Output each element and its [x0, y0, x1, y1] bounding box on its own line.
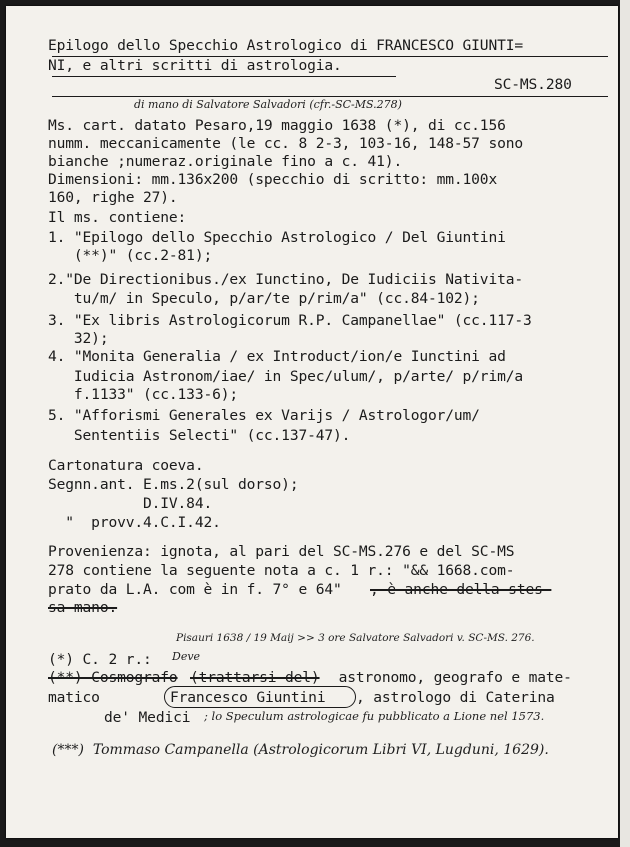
body-line: 278 contiene la seguente nota a c. 1 r.: "&& 1668.com- [48, 562, 515, 579]
footnote-2-astronomo: astronomo, geografo e mate- [330, 669, 572, 686]
body-line: 1. "Epilogo dello Specchio Astrologico / Del Giuntini [48, 229, 506, 246]
body-line: 4. "Monita Generalia / ex Introduct/ion/e Iunctini ad [48, 348, 506, 365]
body-line: Sententiis Selecti" (cc.137-47). [48, 427, 351, 444]
body-line: (**)" (cc.2-81); [48, 247, 213, 264]
title-line-2: NI, e altri scritti di astrologia. [48, 57, 342, 74]
body-line: 2."De Directionibus./ex Iunctino, De Iudiciis Nativita- [48, 271, 523, 288]
body-line: 32); [48, 330, 109, 347]
body-line: tu/m/ in Speculo, p/ar/te p/rim/a" (cc.84-102); [48, 290, 480, 307]
body-line: Dimensioni: mm.136x200 (specchio di scritto: mm.100x [48, 171, 498, 188]
body-line: D.IV.84. [48, 495, 213, 512]
body-line: 160, righe 27). [48, 189, 178, 206]
body-line: prato da L.A. com è in f. 7° e 64" [48, 581, 342, 598]
footnote-2-name: Francesco Giuntini [170, 689, 326, 706]
handwritten-lo-specchio: ; lo Speculum astrologicae fu pubblicato a Lione nel 1573. [204, 709, 545, 723]
title-underline-2 [52, 76, 396, 77]
body-line: Ms. cart. datato Pesaro,19 maggio 1638 (*), di cc.156 [48, 117, 506, 134]
body-line: 3. "Ex libris Astrologicorum R.P. Campanellae" (cc.117-3 [48, 312, 532, 329]
footnote-2-matico: matico [48, 689, 100, 706]
footnote-2-medici: de' Medici [104, 709, 191, 726]
handwritten-deve: Deve [172, 650, 201, 663]
struck-text: sa mano. [48, 599, 118, 616]
body-line: Segnn.ant. E.ms.2(sul dorso); [48, 476, 299, 493]
body-line: Iudicia Astronom/iae/ in Spec/ulum/, p/arte/ p/rim/a [48, 368, 523, 385]
footnote-2-crossed: (trattarsi del) [190, 669, 320, 686]
body-line: numm. meccanicamente (le cc. 8 2-3, 103-16, 148-57 sono [48, 135, 523, 152]
footnote-2-start: (**) Cosmografo [48, 669, 178, 686]
body-line: Provenienza: ignota, al pari del SC-MS.276 e del SC-MS [48, 543, 515, 560]
body-line: 5. "Afforismi Generales ex Varijs / Astrologor/um/ [48, 407, 480, 424]
handwritten-annotation-top: di mano di Salvatore Salvadori (cfr.-SC-MS.278) [134, 98, 402, 111]
body-line: bianche ;numeraz.originale fino a c. 41). [48, 153, 403, 170]
name-circle [164, 686, 356, 708]
footnote-1: (*) C. 2 r.: [48, 651, 152, 668]
shelfmark: SC-MS.280 [494, 76, 572, 93]
handwritten-footnote-note: Pisauri 1638 / 19 Maij >> 3 ore Salvatore Salvadori v. SC-MS. 276. [176, 632, 535, 644]
card-edge [620, 0, 630, 847]
handwritten-footnote-3: (***) Tommaso Campanella (Astrologicorum Libri VI, Lugduni, 1629). [52, 742, 549, 758]
title-line-1: Epilogo dello Specchio Astrologico di FRANCESCO GIUNTI= [48, 37, 523, 54]
body-line: Il ms. contiene: [48, 209, 187, 226]
footnote-2-rest: , astrologo di Caterina [356, 689, 555, 706]
body-line: f.1133" (cc.133-6); [48, 386, 238, 403]
body-line: " provv.4.C.I.42. [48, 514, 221, 531]
struck-text: , è anche della stes- [370, 581, 552, 598]
body-line: Cartonatura coeva. [48, 457, 204, 474]
